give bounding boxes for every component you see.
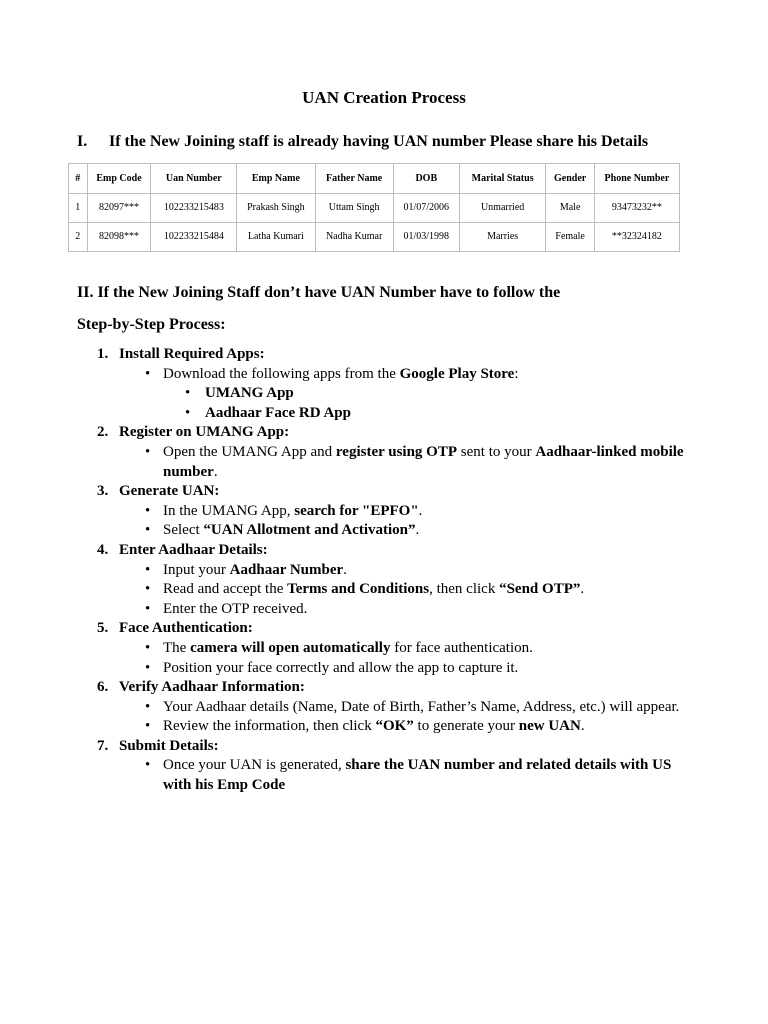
bullet-item [119, 580, 697, 600]
sub-bullet-item [119, 384, 697, 404]
step-number: 7. [97, 737, 109, 754]
cell-gender: Male [546, 194, 594, 223]
section-2-heading: II. If the New Joining Staff don’t have UAN Number have to follow the [77, 284, 561, 301]
col-marital-status: Marital Status [459, 164, 546, 194]
step-title: Register on UMANG App: [119, 424, 290, 441]
bullet-icon: • [145, 443, 151, 460]
step-title: Enter Aadhaar Details: [119, 541, 268, 558]
step-heading [97, 678, 697, 698]
bullet-text: . [343, 561, 347, 578]
section-1-numeral: I. [77, 133, 88, 150]
bullet-text-bold: “OK” [375, 718, 414, 735]
bullet-item [119, 365, 697, 385]
bullet-text: Review the information, then click [163, 718, 376, 735]
bullet-icon: • [145, 639, 151, 656]
bullet-text: Download the following apps from the [163, 365, 400, 382]
step-number: 5. [97, 620, 109, 637]
section-1-heading [77, 133, 648, 151]
bullet-text: Input your [163, 561, 230, 578]
step-title: Install Required Apps: [119, 346, 265, 362]
cell-index: 1 [69, 194, 88, 223]
sub-bullet-text: UMANG App [205, 385, 294, 402]
step-title: Submit Details: [119, 737, 219, 754]
col-emp-name: Emp Name [237, 164, 315, 194]
bullet-text: . [580, 581, 585, 598]
step-number: 3. [97, 483, 109, 500]
cell-marital-status: Unmarried [459, 194, 546, 223]
bullet-text: Open the UMANG App and [163, 443, 336, 460]
bullet-item [119, 600, 697, 620]
bullet-text-bold: Terms and Conditions [287, 581, 430, 598]
cell-gender: Female [546, 223, 594, 252]
bullet-item [119, 659, 697, 679]
step-heading [97, 423, 697, 443]
page-title: UAN Creation Process [302, 88, 466, 107]
sub-bullet-item [119, 404, 697, 424]
step-title: Generate UAN: [119, 483, 220, 500]
bullet-text: In the UMANG App, [163, 502, 295, 519]
bullet-icon: • [145, 365, 151, 382]
bullet-item [119, 756, 697, 795]
bullet-text: Read and accept the [163, 581, 288, 598]
bullet-item [119, 443, 697, 482]
bullet-item [119, 502, 697, 522]
step-item [97, 345, 697, 423]
bullet-text: Once your UAN is generated, [163, 757, 346, 774]
bullet-icon: • [145, 561, 151, 578]
bullet-text-bold: Google Play Store [399, 365, 515, 382]
table-row [69, 223, 680, 252]
bullet-text-bold: “UAN Allotment and Activation” [203, 522, 416, 539]
bullet-text: : [514, 365, 519, 382]
cell-marital-status: Marries [459, 223, 546, 252]
step-item [97, 678, 697, 737]
step-heading [97, 345, 697, 365]
bullet-text-bold: new UAN [518, 718, 581, 735]
bullet-item [119, 639, 697, 659]
cell-uan-number: 102233215484 [151, 223, 237, 252]
sub-bullet-text: Aadhaar Face RD App [205, 404, 351, 421]
section-2-subheading: Step-by-Step Process: [77, 316, 226, 333]
step-heading [97, 737, 697, 757]
col-dob: DOB [393, 164, 459, 194]
bullet-icon: • [145, 502, 151, 519]
bullet-icon: • [145, 757, 151, 774]
step-title: Face Authentication: [119, 620, 253, 637]
bullet-text: Position your face correctly and allow the app to capture it. [163, 659, 519, 676]
bullet-icon: • [145, 522, 151, 539]
bullet-text: to generate your [413, 718, 519, 735]
col-gender: Gender [546, 164, 594, 194]
bullet-text: . [580, 718, 585, 735]
step-heading [97, 541, 697, 561]
col-index: # [69, 164, 88, 194]
bullet-text: Your Aadhaar details (Name, Date of Birth, Father’s Name, Address, etc.) will appear. [163, 698, 680, 715]
bullet-icon: • [185, 385, 191, 402]
cell-father-name: Uttam Singh [315, 194, 393, 223]
bullet-text: Select [163, 522, 204, 539]
bullet-text-bold: Aadhaar Number [229, 561, 344, 578]
uan-details-table [68, 163, 680, 252]
step-item [97, 737, 697, 796]
step-number: 2. [97, 424, 109, 441]
bullet-text: sent to your [457, 443, 536, 460]
step-heading [97, 482, 697, 502]
bullet-icon: • [145, 698, 151, 715]
bullet-text: for face authentication. [390, 639, 533, 656]
cell-father-name: Nadha Kumar [315, 223, 393, 252]
bullet-text-bold: share the UAN number and related details with US with his Emp Code [163, 757, 672, 794]
bullet-text: , then click [429, 581, 500, 598]
steps-list [97, 345, 697, 796]
step-heading [97, 619, 697, 639]
bullet-text-bold: register using OTP [335, 443, 458, 460]
step-number: 4. [97, 541, 109, 558]
step-number: 1. [97, 346, 109, 362]
step-item [97, 482, 697, 541]
bullet-text-bold: camera will open automatically [190, 639, 391, 656]
col-father-name: Father Name [315, 164, 393, 194]
bullet-text: . [213, 463, 218, 480]
cell-phone-number: **32324182 [594, 223, 679, 252]
bullet-item [119, 521, 697, 541]
step-number: 6. [97, 679, 109, 696]
cell-index: 2 [69, 223, 88, 252]
cell-phone-number: 93473232** [594, 194, 679, 223]
bullet-icon: • [145, 600, 151, 617]
bullet-item [119, 698, 697, 718]
bullet-text: The [163, 639, 191, 656]
bullet-icon: • [185, 404, 191, 421]
col-emp-code: Emp Code [87, 164, 151, 194]
bullet-text: . [418, 502, 423, 519]
cell-uan-number: 102233215483 [151, 194, 237, 223]
cell-dob: 01/03/1998 [393, 223, 459, 252]
table-header-row [69, 164, 680, 194]
step-item [97, 541, 697, 619]
col-uan-number: Uan Number [151, 164, 237, 194]
cell-emp-name: Prakash Singh [237, 194, 315, 223]
bullet-icon: • [145, 581, 151, 598]
bullet-text: . [415, 522, 420, 539]
bullet-icon: • [145, 718, 151, 735]
bullet-item [119, 717, 697, 737]
table-row [69, 194, 680, 223]
bullet-text-bold: Aadhaar-linked mobile number [163, 443, 684, 480]
bullet-text-bold: “Send OTP” [499, 581, 581, 598]
cell-emp-code: 82097*** [87, 194, 151, 223]
step-title: Verify Aadhaar Information: [119, 679, 305, 696]
step-item [97, 619, 697, 678]
col-phone-number: Phone Number [594, 164, 679, 194]
cell-emp-name: Latha Kumari [237, 223, 315, 252]
step-item [97, 423, 697, 482]
section-1-text: If the New Joining staff is already having UAN number Please share his Details [109, 133, 649, 150]
bullet-item [119, 561, 697, 581]
bullet-text-bold: search for "EPFO" [294, 502, 419, 519]
cell-emp-code: 82098*** [87, 223, 151, 252]
bullet-text: Enter the OTP received. [163, 600, 308, 617]
bullet-icon: • [145, 659, 151, 676]
cell-dob: 01/07/2006 [393, 194, 459, 223]
